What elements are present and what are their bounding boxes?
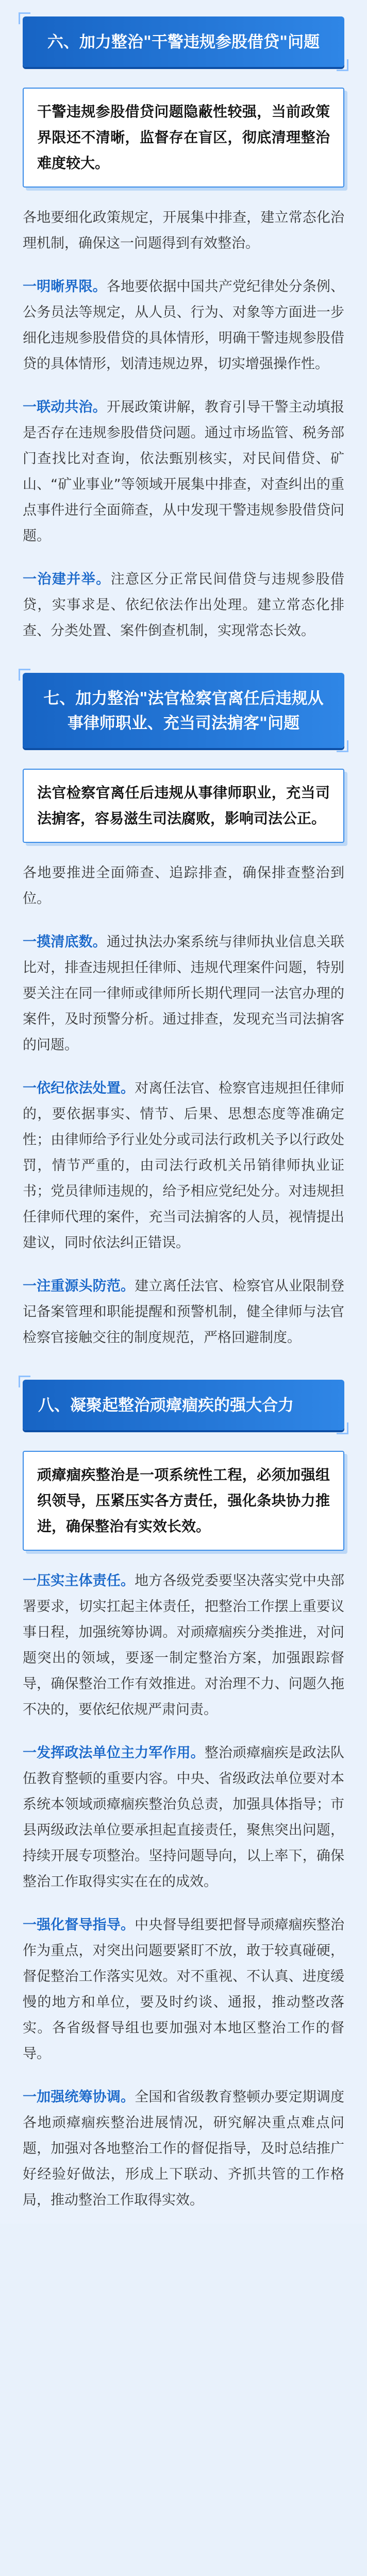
item-keyword: 一发挥政法单位主力军作用。 [23,1745,205,1761]
section-header [23,16,344,67]
item-keyword: 一明晰界限。 [23,279,107,295]
section-title: 八、凝聚起整治顽瘴痼疾的强大合力 [38,1396,294,1415]
item-keyword: 一联动共治。 [23,399,107,415]
corner-decoration [337,1422,348,1434]
list-item [23,929,344,1058]
item-text: 全国和省级教育整顿办要定期调度各地顽瘴痼疾整治进展情况，研究解决重点难点问题，加强对各地整治工作的督促指导，及时总结推广好经验好做法，形成上下联动、齐抓共管的工作格局，推动整治工作取得实效。 [23,2089,345,2208]
item-keyword: 一摸清底数。 [23,934,107,950]
item-text: 地方各级党委要坚决落实党中央部署要求，切实扛起主体责任，把整治工作摆上重要议事日程，加强统筹协调。对顽瘴痼疾分类推进，对问题突出的领域，要逐一制定整治方案，加强跟踪督导，确保整治工作有效推进。对治理不力、问题久拖不决的，要依纪依规严肃问责。 [23,1573,345,1718]
section-seven [0,673,367,1361]
corner-decoration [337,59,348,71]
item-text: 注意区分正常民间借贷与违规参股借贷，实事求是、依纪依法作出处理。建立常态化排查、分类处置、案件倒查机制，实现常态长效。 [23,571,345,639]
list-item [23,1274,344,1351]
section-header [23,673,344,748]
list-item [23,395,344,549]
lead-text: 法官检察官离任后违规从事律师职业，充当司法掮客，容易滋生司法腐败，影响司法公正。 [37,784,330,827]
item-text: 通过执法办案系统与律师执业信息关联比对，排查违规担任律师、违规代理案件问题，特别要关注在同一律师或律师所长期代理同一法官办理的案件，及时预警分析。通过排查，发现充当司法掮客的问题。 [23,934,345,1053]
item-keyword: 一强化督导指导。 [23,1917,135,1933]
item-text: 整治顽瘴痼疾是政法队伍教育整顿的重要内容。中央、省级政法单位要对本系统本领域顽瘴痼疾整治负总责，加强具体指导；市县两级政法单位要承担起直接责任，聚焦突出问题，持续开展专项整治。坚持问题导向，以上率下，确保整治工作取得实实在在的成效。 [23,1745,345,1890]
lead-box [23,769,344,843]
list-item [23,1568,344,1723]
section-title: 七、加力整治"法官检察官离任后违规从事律师职业、充当司法掮客"问题 [43,689,324,733]
item-text: 各地要依据中国共产党纪律处分条例、公务员法等规定，从人员、行为、对象等方面进一步细化违规参股借贷的具体情形，明确干警违规参股借贷的具体情形，划清违规边界，切实增强操作性。 [23,279,345,372]
lead-box [23,1451,344,1551]
item-text: 开展政策讲解，教育引导干警主动填报是否存在违规参股借贷问题。通过市场监管、税务部门查找比对查询，依法甄别核实，对民间借贷、矿山、“矿业事业”等领域开展集中排查，对查纠出的重点事件进行全面筛查，从中发现干警违规参股借贷问题。 [23,399,345,544]
list-item [23,274,344,377]
intro-paragraph [23,860,344,912]
section-six [0,0,367,654]
item-keyword: 一注重源头防范。 [23,1278,135,1294]
item-text: 中央督导组要把督导顽瘴痼疾整治作为重点，对突出问题要紧盯不放，敢于较真碰硬，督促整治工作落实见效。对不重视、不认真、进度缓慢的地方和单位，要及时约谈、通报，推动整改落实。各省级督导组也要加强对本地区整治工作的督导。 [23,1917,345,2062]
item-keyword: 一压实主体责任。 [23,1573,135,1589]
corner-decoration [19,669,30,681]
item-text: 对离任法官、检察官违规担任律师的，要依据事实、情节、后果、思想态度等准确定性；由律师给予行业处分或司法行政机关予以行政处罚，情节严重的，由司法行政机关吊销律师执业证书；党员律师违规的，给予相应党纪处分。对违规担任律师代理的案件，充当司法掮客的人员，视情提出建议，同时依法纠正错误。 [23,1080,345,1251]
spacer [0,1361,367,1380]
section-title: 六、加力整治"干警违规参股借贷"问题 [47,33,320,52]
intro-paragraph [23,205,344,257]
intro-text: 各地要细化政策规定，开展集中排查，建立常态化治理机制，确保这一问题得到有效整治。 [23,210,344,251]
section-eight [0,1380,367,2224]
list-item [23,1740,344,1895]
item-keyword: 一治建并举。 [23,571,111,587]
item-text: 建立离任法官、检察官从业限制登记备案管理和职能提醒和预警机制，健全律师与法官检察官接触交往的制度规范，严格回避制度。 [23,1278,345,1346]
lead-text: 顽瘴痼疾整治是一项系统性工程，必须加强组织领导，压紧压实各方责任，强化条块协力推进，确保整治有实效长效。 [37,1466,330,1535]
list-item [23,567,344,644]
list-item [23,1912,344,2067]
section-header [23,1380,344,1430]
item-keyword: 一依纪依法处置。 [23,1080,135,1096]
lead-box [23,88,344,188]
corner-decoration [19,1376,30,1387]
list-item [23,1076,344,1256]
corner-decoration [19,12,30,24]
spacer [0,654,367,673]
list-item [23,2084,344,2213]
lead-text: 干警违规参股借贷问题隐蔽性较强，当前政策界限还不清晰，监督存在盲区，彻底清理整治难度较大。 [37,103,330,172]
intro-text: 各地要推进全面筛查、追踪排查，确保排查整治到位。 [23,865,344,907]
corner-decoration [337,740,348,752]
item-keyword: 一加强统筹协调。 [23,2089,135,2105]
